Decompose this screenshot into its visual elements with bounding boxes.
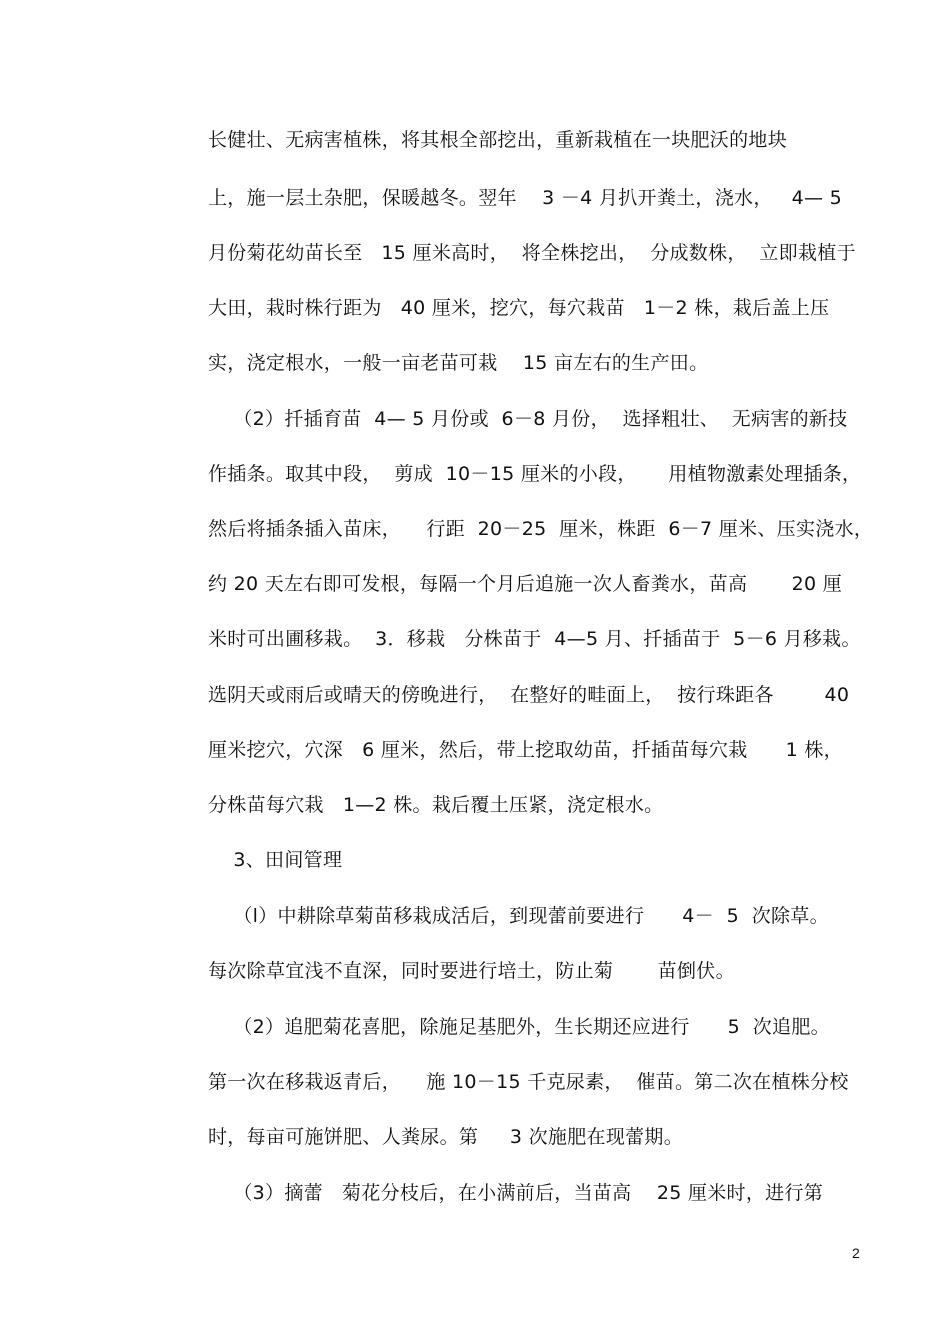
text-line: 每次除草宜浅不直深，同时要进行培土，防止菊 苗倒伏。 bbox=[208, 960, 735, 982]
text-line: 选阴天或雨后或晴天的傍晚进行， 在整好的畦面上， 按行珠距各 40 bbox=[208, 684, 850, 706]
text-line: 厘米挖穴，穴深 6 厘米，然后，带上挖取幼苗，扦插苗每穴栽 1 株， bbox=[208, 739, 843, 761]
text-line: 约 20 天左右即可发根，每隔一个月后追施一次人畜粪水，苗高 20 厘 bbox=[208, 573, 843, 595]
text-line: （l）中耕除草菊苗移栽成活后，到现蕾前要进行 4－ 5 次除草。 bbox=[208, 905, 829, 927]
text-line: 第一次在移栽返青后， 施 10－15 千克尿素， 催苗。第二次在植株分校 bbox=[208, 1071, 849, 1093]
text-line: 时，每亩可施饼肥、人粪尿。第 3 次施肥在现蕾期。 bbox=[208, 1126, 684, 1148]
text-line: （2）扦插育苗 4— 5 月份或 6－8 月份， 选择粗壮、 无病害的新技 bbox=[208, 408, 848, 430]
section-heading: 3、田间管理 bbox=[208, 849, 343, 871]
text-line: 长健壮、无病害植株，将其根全部挖出，重新栽植在一块肥沃的地块 bbox=[208, 129, 788, 151]
text-line: （2）追肥菊花喜肥，除施足基肥外，生长期还应进行 5 次追肥。 bbox=[208, 1016, 830, 1038]
text-line: 上，施一层土杂肥，保暖越冬。翌年 3 －4 月扒开粪土，浇水， 4— 5 bbox=[208, 187, 843, 209]
text-line: 然后将插条插入苗床， 行距 20－25 厘米，株距 6－7 厘米、压实浇水， bbox=[208, 518, 874, 540]
page-number: 2 bbox=[852, 1245, 860, 1261]
text-line: 大田，栽时株行距为 40 厘米，挖穴，每穴栽苗 1－2 株，栽后盖上压 bbox=[208, 297, 830, 319]
text-line: 米时可出圃移栽。 3．移栽 分株苗于 4—5 月、扦插苗于 5－6 月移栽。 bbox=[208, 628, 861, 650]
text-line: 作插条。取其中段， 剪成 10－15 厘米的小段， 用植物激素处理插条， bbox=[208, 463, 862, 485]
text-line: 分株苗每穴栽 1—2 株。栽后覆土压紧，浇定根水。 bbox=[208, 794, 664, 816]
text-line: 实，浇定根水，一般一亩老苗可栽 15 亩左右的生产田。 bbox=[208, 352, 709, 374]
text-line: 月份菊花幼苗长至 15 厘米高时， 将全株挖出， 分成数株， 立即栽植于 bbox=[208, 242, 856, 264]
text-line: （3）摘蕾 菊花分枝后，在小满前后，当苗高 25 厘米时，进行第 bbox=[208, 1182, 824, 1204]
